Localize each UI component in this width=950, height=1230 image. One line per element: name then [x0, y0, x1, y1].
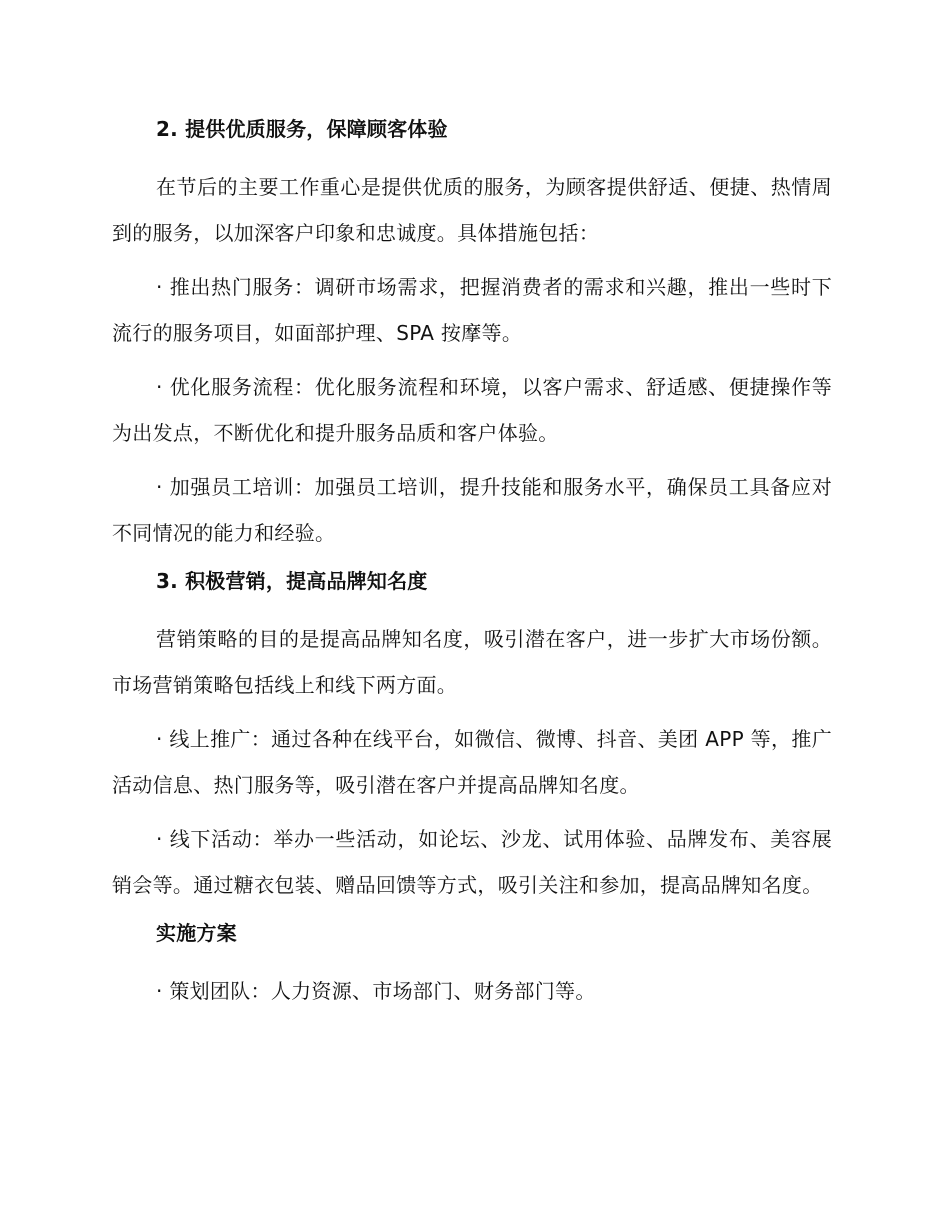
- document-content: [112, 112, 832, 1022]
- section-2-bullet-optimize-process: · 优化服务流程：优化服务流程和环境，以客户需求、舒适感、便捷操作等为出发点，不断优化和提升服务品质和客户体验。: [112, 375, 832, 445]
- section-2-heading: 2. 提供优质服务，保障顾客体验: [156, 117, 448, 141]
- section-3-heading: 3. 积极营销，提高品牌知名度: [156, 569, 428, 593]
- section-2-bullet-hot-services: · 推出热门服务：调研市场需求，把握消费者的需求和兴趣，推出一些时下流行的服务项目，如面部护理、SPA 按摩等。: [112, 275, 832, 345]
- section-3-intro: 营销策略的目的是提高品牌知名度，吸引潜在客户，进一步扩大市场份额。市场营销策略包括线上和线下两方面。: [112, 627, 832, 697]
- implementation-bullet-planning-team: · 策划团队：人力资源、市场部门、财务部门等。: [156, 979, 596, 1003]
- section-3-bullet-offline-events: · 线下活动：举办一些活动，如论坛、沙龙、试用体验、品牌发布、美容展销会等。通过糖衣包装、赠品回馈等方式，吸引关注和参加，提高品牌知名度。: [112, 827, 832, 897]
- section-2-intro: 在节后的主要工作重心是提供优质的服务，为顾客提供舒适、便捷、热情周到的服务，以加深客户印象和忠诚度。具体措施包括：: [112, 175, 832, 245]
- section-3-bullet-online-promotion: · 线上推广：通过各种在线平台，如微信、微博、抖音、美团 APP 等，推广活动信息、热门服务等，吸引潜在客户并提高品牌知名度。: [112, 727, 832, 797]
- section-2-bullet-staff-training: · 加强员工培训：加强员工培训，提升技能和服务水平，确保员工具备应对不同情况的能力和经验。: [112, 475, 832, 545]
- implementation-heading: 实施方案: [156, 921, 237, 945]
